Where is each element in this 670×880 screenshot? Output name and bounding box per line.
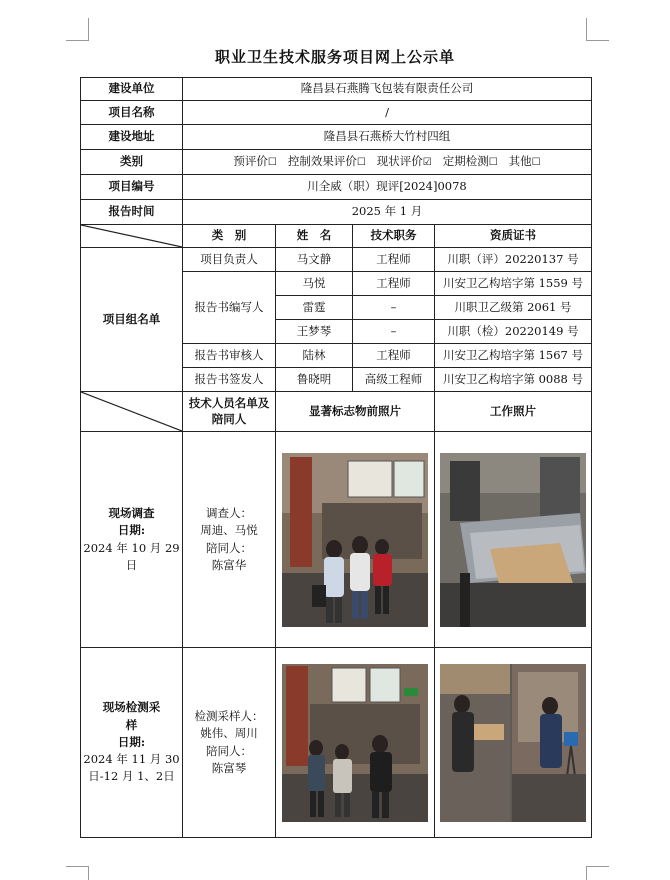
team-row <box>81 248 592 272</box>
member-title: 工程师 <box>353 344 435 368</box>
member-title: – <box>353 320 435 344</box>
survey-label: 现场调查 <box>108 506 155 520</box>
address-value: 隆昌县石燕桥大竹村四组 <box>183 125 592 150</box>
member-cert: 川职（检）20220149 号 <box>435 320 592 344</box>
member-cert: 川职卫乙级第 2061 号 <box>435 296 592 320</box>
corner-mark-bottom-right <box>586 866 609 880</box>
checkbox-icon: ☐ <box>531 157 541 169</box>
category-option: 预评价☐ <box>233 154 277 169</box>
survey-landmark-photo-cell <box>276 432 435 648</box>
member-title: 高级工程师 <box>353 368 435 392</box>
row-address <box>81 125 592 150</box>
member-role: 报告书签发人 <box>183 368 276 392</box>
companion-label: 陪同人： <box>206 540 252 555</box>
sampling-work-photo-cell <box>435 648 592 838</box>
unit-value: 隆昌县石燕腾飞包装有限责任公司 <box>183 78 592 101</box>
category-option: 现状评价☑ <box>376 154 432 169</box>
report-time-label: 报告时间 <box>81 200 183 225</box>
investigator-label: 调查人： <box>206 506 252 520</box>
corner-mark-top-left <box>66 18 89 41</box>
team-header-title: 技术职务 <box>353 225 435 248</box>
sampling-label: 现场检测采样 <box>102 700 161 732</box>
row-project-no <box>81 175 592 200</box>
member-title: 工程师 <box>353 272 435 296</box>
member-role: 报告书编写人 <box>183 272 276 344</box>
sampling-landmark-photo <box>282 664 428 822</box>
work-photo-header: 工作照片 <box>435 392 592 432</box>
project-name-value: / <box>183 101 592 125</box>
companion-label: 陪同人： <box>206 743 252 758</box>
notice-table <box>80 77 592 838</box>
member-role: 报告书审核人 <box>183 344 276 368</box>
diagonal-cell <box>81 225 183 248</box>
page-title: 职业卫生技术服务项目网上公示单 <box>214 48 455 66</box>
team-header-cert: 资质证书 <box>435 225 592 248</box>
member-cert: 川安卫乙构培字第 1559 号 <box>435 272 592 296</box>
report-time-value: 2025 年 1 月 <box>183 200 592 225</box>
member-name: 王梦琴 <box>276 320 353 344</box>
category-option: 定期检测☐ <box>442 154 498 169</box>
companion: 陈富琴 <box>211 760 247 775</box>
member-name: 雷霆 <box>276 296 353 320</box>
category-option: 控制效果评价☐ <box>287 154 366 169</box>
sampling-date: 2024 年 11 月 30 日-12 月 1、2日 <box>83 752 180 784</box>
photo-header-row <box>81 392 592 432</box>
member-name: 陆林 <box>276 344 353 368</box>
row-unit <box>81 78 592 101</box>
investigators: 周迪、马悦 <box>200 523 258 538</box>
sampling-work-photo <box>440 664 586 822</box>
staff-header: 技术人员名单及陪同人 <box>183 392 276 432</box>
checkbox-icon: ☐ <box>356 157 366 169</box>
survey-info <box>81 432 183 648</box>
checkbox-checked-icon: ☑ <box>422 157 432 169</box>
survey-date-label: 日期: <box>117 523 146 538</box>
sampler-label: 检测采样人： <box>194 709 264 723</box>
survey-date: 2024 年 10 月 29 日 <box>83 540 180 572</box>
team-label: 项目组名单 <box>81 248 183 392</box>
team-header-name: 姓 名 <box>276 225 353 248</box>
member-cert: 川安卫乙构培字第 0088 号 <box>435 368 592 392</box>
member-name: 马文静 <box>276 248 353 272</box>
diagonal-cell <box>81 392 183 432</box>
row-category <box>81 150 592 175</box>
companion: 陈富华 <box>211 557 247 572</box>
landmark-photo-header: 显著标志物前照片 <box>276 392 435 432</box>
sampling-date-label: 日期: <box>117 734 146 749</box>
category-option: 其他☐ <box>508 154 541 169</box>
member-cert: 川职（评）20220137 号 <box>435 248 592 272</box>
survey-landmark-photo <box>282 453 428 627</box>
address-label: 建设地址 <box>81 125 183 150</box>
member-name: 鲁晓明 <box>276 368 353 392</box>
survey-work-photo <box>440 453 586 627</box>
row-report-time <box>81 200 592 225</box>
survey-staff <box>183 432 276 648</box>
sampling-info <box>81 648 183 838</box>
project-name-label: 项目名称 <box>81 101 183 125</box>
category-label: 类别 <box>81 150 183 175</box>
checkbox-icon: ☐ <box>267 157 277 169</box>
samplers: 姚伟、周川 <box>200 726 258 741</box>
project-no-value: 川全威（职）现评[2024]0078 <box>183 175 592 200</box>
member-title: – <box>353 296 435 320</box>
survey-work-photo-cell <box>435 432 592 648</box>
checkbox-icon: ☐ <box>488 157 498 169</box>
project-no-label: 项目编号 <box>81 175 183 200</box>
corner-mark-top-right <box>586 18 609 41</box>
unit-label: 建设单位 <box>81 78 183 101</box>
member-name: 马悦 <box>276 272 353 296</box>
corner-mark-bottom-left <box>66 866 89 880</box>
survey-row <box>81 432 592 648</box>
team-header-role: 类 别 <box>183 225 276 248</box>
sampling-staff <box>183 648 276 838</box>
member-title: 工程师 <box>353 248 435 272</box>
member-cert: 川安卫乙构培字第 1567 号 <box>435 344 592 368</box>
row-project-name <box>81 101 592 125</box>
team-header-row <box>81 225 592 248</box>
member-role: 项目负责人 <box>183 248 276 272</box>
category-options <box>183 150 592 175</box>
sampling-landmark-photo-cell <box>276 648 435 838</box>
sampling-row <box>81 648 592 838</box>
